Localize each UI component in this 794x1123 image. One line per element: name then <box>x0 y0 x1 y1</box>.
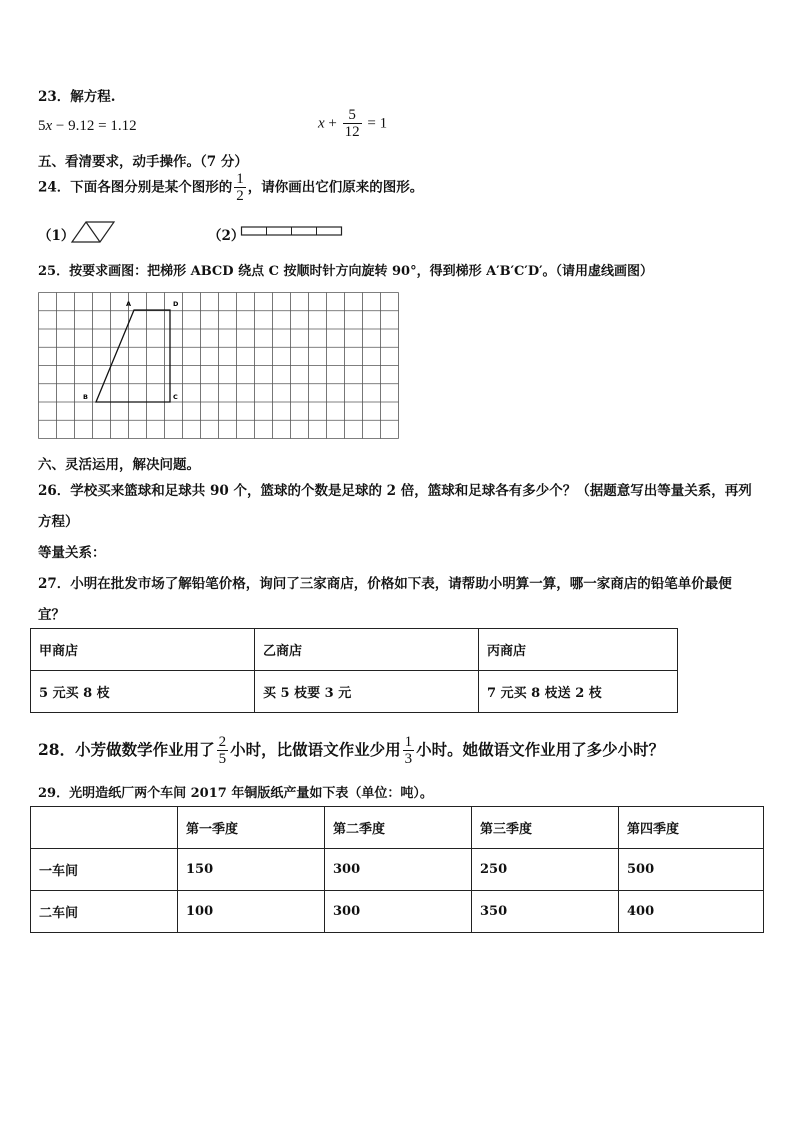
table-cell: 400 <box>619 891 764 933</box>
q26-line-1: 26．学校买来篮球和足球共 90 个，篮球的个数是足球的 2 倍，篮球和足球各有多少个？（据题意写出等量关系，再列 <box>38 483 752 499</box>
q24-figure-2-label: （2） <box>208 228 245 244</box>
table-header-cell: 第三季度 <box>472 807 619 849</box>
table-cell: 300 <box>325 891 472 933</box>
fraction-1-2: $\frac{1}{2}$ <box>236 171 244 204</box>
fraction-1-3: $\frac{1}{3}$ <box>404 734 413 767</box>
table-row <box>31 671 678 713</box>
table-header-cell: 丙商店 <box>479 629 678 671</box>
table-header-cell: 甲商店 <box>31 629 255 671</box>
table-cell: 100 <box>178 891 325 933</box>
point-a-label: A <box>126 300 132 308</box>
table-header-cell <box>31 807 178 849</box>
q24-figure-1-label: （1） <box>38 228 75 244</box>
fraction-5-12: $\frac{5}{12}$ <box>344 107 360 140</box>
table-cell: 500 <box>619 849 764 891</box>
table-cell: 300 <box>325 849 472 891</box>
q27-line-2: 宜？ <box>38 607 65 623</box>
table-row <box>31 849 764 891</box>
table-header-cell: 第一季度 <box>178 807 325 849</box>
pencil-price-table <box>30 628 678 713</box>
half-rectangle-strip-figure <box>240 225 344 239</box>
fraction-2-5: $\frac{2}{5}$ <box>218 734 227 767</box>
point-c-label: C <box>173 393 178 401</box>
q29-text: 29．光明造纸厂两个车间 2017 年铜版纸产量如下表（单位：吨）。 <box>38 786 433 801</box>
q23-equation-1: 5x − 9.12 = 1.12 <box>38 118 137 134</box>
table-cell: 二车间 <box>31 891 178 933</box>
q25-text: 25．按要求画图：把梯形 ABCD 绕点 C 按顺时针方向旋转 90°，得到梯形 A′B′C′D′。（请用虚线画图） <box>38 264 654 279</box>
table-cell: 150 <box>178 849 325 891</box>
table-cell: 买 5 枝要 3 元 <box>255 671 479 713</box>
table-header-cell: 第二季度 <box>325 807 472 849</box>
section-6-heading: 六、灵活运用，解决问题。 <box>38 457 200 473</box>
q23-label: 23．解方程. <box>38 89 116 105</box>
trapezoid-abcd <box>96 310 170 402</box>
section-5-heading: 五、看清要求，动手操作。（7 分） <box>38 154 248 170</box>
q28-text: 28．小芳做数学作业用了 $\frac{2}{5}$ 小时，比做语文作业少用 $\frac{1}{3}$ 小时。她做语文作业用了多少小时？ <box>38 734 665 767</box>
q26-relation-label: 等量关系： <box>38 545 106 561</box>
q23-equation-2: x + $\frac{5}{12}$ = 1 <box>318 107 388 140</box>
point-b-label: B <box>83 393 88 401</box>
paper-production-table <box>30 806 764 933</box>
grid-lines <box>39 293 399 439</box>
table-cell: 一车间 <box>31 849 178 891</box>
table-row <box>31 807 764 849</box>
table-cell: 350 <box>472 891 619 933</box>
table-cell: 5 元买 8 枝 <box>31 671 255 713</box>
table-cell: 250 <box>472 849 619 891</box>
table-header-cell: 乙商店 <box>255 629 479 671</box>
q27-line-1: 27．小明在批发市场了解铅笔价格，询问了三家商店，价格如下表，请帮助小明算一算，哪一家商店的铅笔单价最便 <box>38 576 732 592</box>
half-parallelogram-figure <box>70 220 118 244</box>
point-d-label: D <box>173 300 179 308</box>
table-row <box>31 629 678 671</box>
table-cell: 7 元买 8 枝送 2 枝 <box>479 671 678 713</box>
trapezoid-grid <box>38 292 400 442</box>
table-row <box>31 891 764 933</box>
q26-line-2: 方程） <box>38 514 79 530</box>
table-header-cell: 第四季度 <box>619 807 764 849</box>
q24-text: 24．下面各图分别是某个图形的 $\frac{1}{2}$ ，请你画出它们原来的图形。 <box>38 171 424 204</box>
